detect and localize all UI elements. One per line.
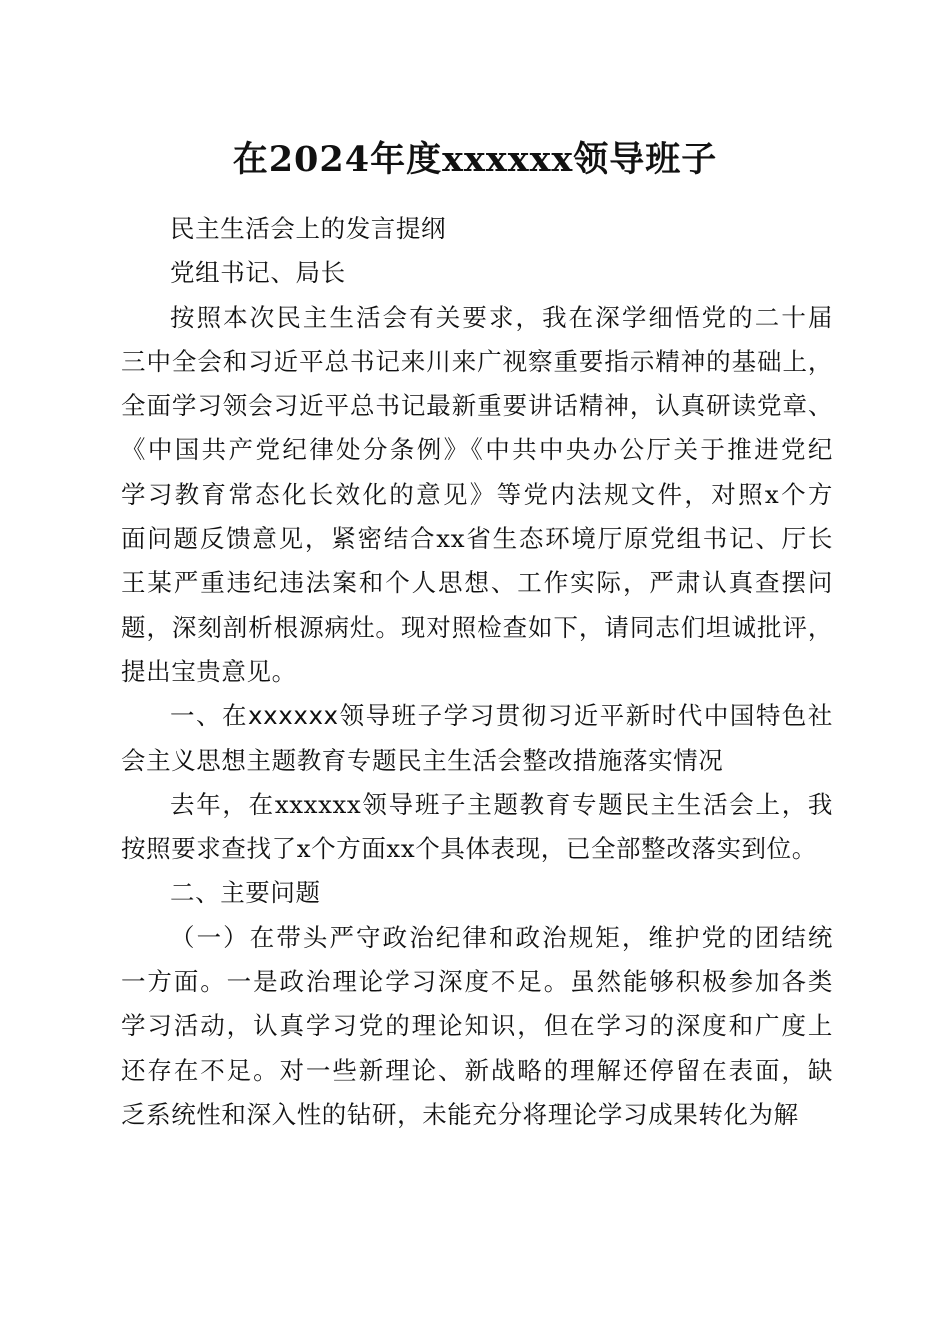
text-line: 去年，在xxxxxx领导班子主题教育专题民主生活会上，我 [170, 789, 833, 819]
text-line: 按照本次民主生活会有关要求，我在深学细悟党的二十届 [170, 302, 833, 332]
section-heading [121, 871, 833, 915]
text-line: 一、在xxxxxx领导班子学习贯彻习近平新时代中国特色社 [170, 701, 833, 731]
paragraph [121, 207, 833, 251]
document-body [121, 207, 833, 1137]
text-line: 提出宝贵意见。 [121, 656, 297, 686]
text-line: 全面学习领会习近平总书记最新重要讲话精神，认真研读党章、 [121, 391, 833, 421]
text-line: 会主义思想主题教育专题民主生活会整改措施落实情况 [121, 745, 724, 775]
text-line: 还存在不足。对一些新理论、新战略的理解还停留在表面，缺 [121, 1055, 833, 1085]
text-line: 乏系统性和深入性的钻研，未能充分将理论学习成果转化为解 [121, 1099, 799, 1129]
text-line: 一方面。一是政治理论学习深度不足。虽然能够积极参加各类 [121, 967, 833, 997]
text-line: 题，深刻剖析根源病灶。现对照检查如下，请同志们坦诚批评， [121, 612, 833, 642]
section-heading [121, 694, 833, 783]
text-line: 学习活动，认真学习党的理论知识，但在学习的深度和广度上 [121, 1011, 833, 1041]
text-line: 《中国共产党纪律处分条例》《中共中央办公厅关于推进党纪 [121, 435, 833, 465]
text-line: 党组书记、局长 [170, 258, 346, 288]
document-title: 在2024年度xxxxxx领导班子 [232, 139, 718, 180]
text-line: 学习教育常态化长效化的意见》等党内法规文件，对照x个方 [121, 479, 833, 509]
text-line: 民主生活会上的发言提纲 [170, 214, 447, 243]
text-line: 按照要求查找了x个方面xx个具体表现，已全部整改落实到位。 [121, 834, 817, 864]
text-line: 三中全会和习近平总书记来川来广视察重要指示精神的基础上， [121, 346, 833, 376]
text-line: 二、主要问题 [170, 878, 321, 908]
paragraph [121, 251, 833, 295]
paragraph [121, 783, 833, 872]
text-line: 面问题反馈意见，紧密结合xx省生态环境厅原党组书记、厅长 [121, 524, 833, 554]
text-line: （一）在带头严守政治纪律和政治规矩，维护党的团结统 [170, 922, 833, 952]
text-line: 王某严重违纪违法案和个人思想、工作实际，严肃认真查摆问 [121, 568, 833, 598]
paragraph [121, 916, 833, 1137]
paragraph [121, 296, 833, 695]
